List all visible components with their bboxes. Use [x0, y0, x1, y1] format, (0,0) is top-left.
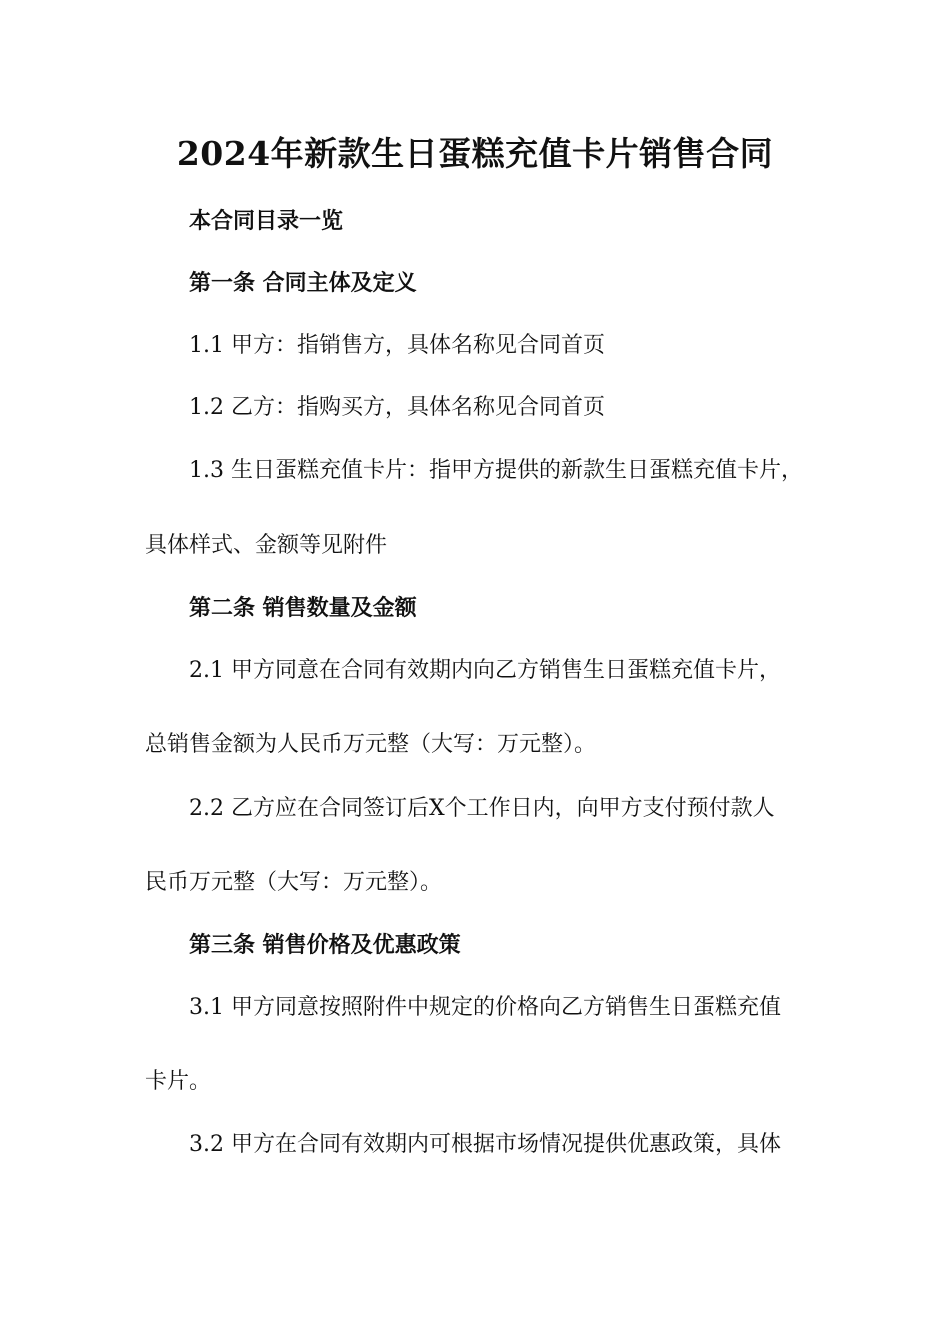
clause-2-1-line2: 总销售金额为人民币万元整（大写：万元整）。 — [145, 732, 597, 757]
clause-2-2-line1: 2.2 乙方应在合同签订后X个工作日内，向甲方支付预付款人 — [189, 796, 775, 821]
clause-3-1-line2: 卡片。 — [145, 1069, 212, 1094]
clause-2-2-line2: 民币万元整（大写：万元整）。 — [145, 870, 443, 895]
clause-1-3-line2: 具体样式、金额等见附件 — [145, 533, 388, 558]
article1-heading: 第一条 合同主体及定义 — [189, 270, 417, 296]
document-title: 2024年新款生日蛋糕充值卡片销售合同 — [176, 134, 774, 173]
article2-heading: 第二条 销售数量及金额 — [189, 595, 417, 621]
clause-3-2-line1: 3.2 甲方在合同有效期内可根据市场情况提供优惠政策，具体 — [189, 1132, 781, 1157]
clause-2-1-line1: 2.1 甲方同意在合同有效期内向乙方销售生日蛋糕充值卡片， — [189, 658, 781, 683]
clause-1-1: 1.1 甲方：指销售方，具体名称见合同首页 — [189, 333, 605, 358]
toc-heading: 本合同目录一览 — [189, 208, 344, 234]
clause-3-1-line1: 3.1 甲方同意按照附件中规定的价格向乙方销售生日蛋糕充值 — [189, 995, 781, 1020]
article3-heading: 第三条 销售价格及优惠政策 — [189, 932, 461, 958]
clause-1-2: 1.2 乙方：指购买方，具体名称见合同首页 — [189, 395, 605, 420]
clause-1-3-line1: 1.3 生日蛋糕充值卡片：指甲方提供的新款生日蛋糕充值卡片， — [189, 458, 803, 483]
